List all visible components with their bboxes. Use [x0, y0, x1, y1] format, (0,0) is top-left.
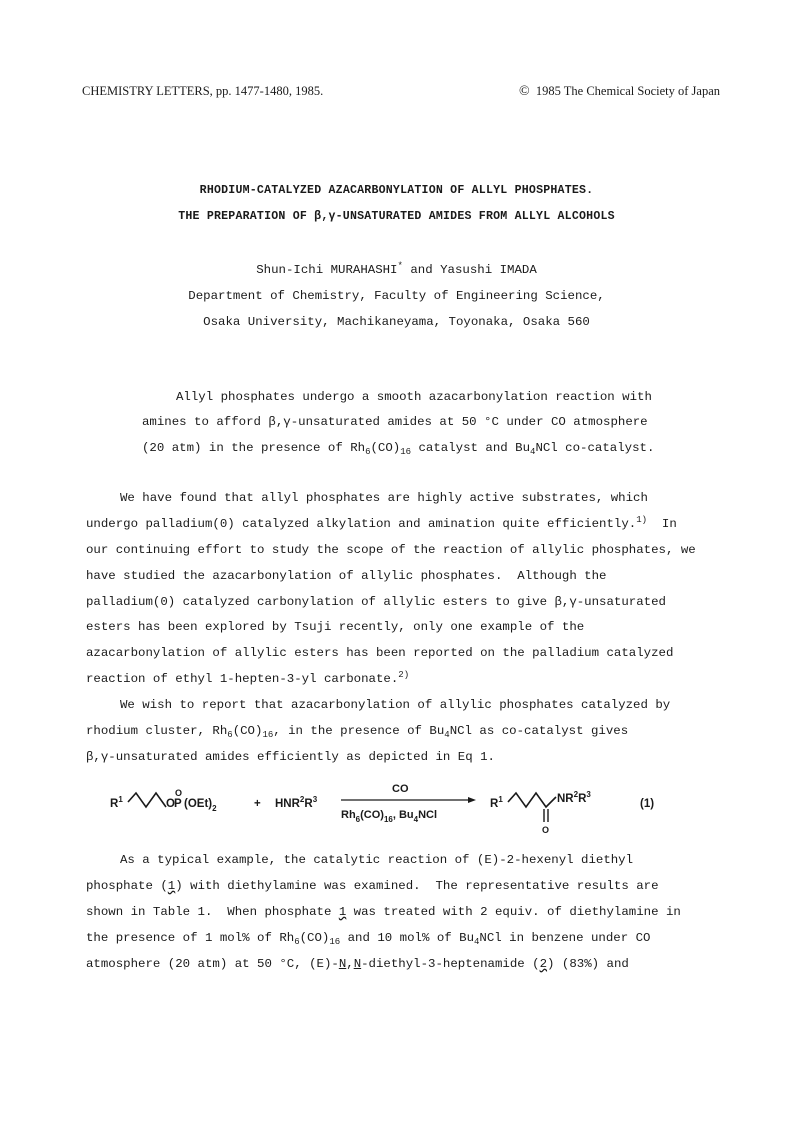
affiliation-line-2: Osaka University, Machikaneyama, Toyonaka, Osaka 560: [203, 315, 590, 329]
author-line: [0, 262, 793, 278]
body-text: the presence of 1 mol% of Rh: [86, 931, 295, 945]
arrow-catalyst: $Rh_6(CO)_{16}$, $Bu_4NCl$: [341, 809, 438, 824]
abstract-line-1: Allyl phosphates undergo a smooth azacarbonylation reaction with: [176, 390, 652, 404]
body-text: and 10 mol% of Bu: [340, 931, 475, 945]
abstract-text: (CO): [370, 441, 401, 455]
body-line: [86, 878, 659, 894]
subscript: 16: [262, 730, 274, 740]
plus-sign: +: [254, 798, 261, 810]
body-text: phosphate (: [86, 879, 168, 893]
equation-number: (1): [640, 798, 655, 810]
subscript: 4: [474, 937, 480, 947]
corresponding-mark: *: [397, 261, 403, 271]
body-text: (CO): [299, 931, 330, 945]
abstract-line-2: amines to afford β,γ-unsaturated amides at 50 °C under CO atmosphere: [142, 415, 648, 429]
compound-number: 1: [338, 905, 347, 919]
italic-n: N: [353, 957, 362, 971]
subscript: 16: [400, 447, 412, 457]
body-text: NCl in benzene under CO: [479, 931, 651, 945]
subscript: 6: [365, 447, 371, 457]
abstract-line-3: [142, 440, 654, 456]
r1-label: $R^1$: [110, 795, 123, 810]
subscript: 6: [294, 937, 300, 947]
body-text: shown in Table 1. When phosphate: [86, 905, 339, 919]
body-text: was treated with 2 equiv. of diethylamine in: [346, 905, 681, 919]
subscript: 6: [227, 730, 233, 740]
body-line: We wish to report that azacarbonylation of allylic phosphates catalyzed by: [120, 698, 671, 712]
body-line: have studied the azacarbonylation of allylic phosphates. Although the: [86, 569, 607, 583]
paper-title-line-1: RHODIUM-CATALYZED AZACARBONYLATION OF ALLYL PHOSPHATES.: [199, 184, 594, 197]
body-text: (CO): [232, 724, 263, 738]
body-line: [86, 723, 628, 739]
phosphorus-atom: P: [174, 798, 182, 810]
reference-mark: 2): [398, 670, 410, 680]
amide-nitrogen-group: $NR^2R^3$: [557, 790, 591, 805]
body-text: , in the presence of Bu: [273, 724, 445, 738]
body-line: We have found that allyl phosphates are highly active substrates, which: [120, 491, 648, 505]
ester-oxygen: O: [166, 798, 175, 810]
allyl-chain-bond: [128, 793, 166, 807]
body-line: esters has been explored by Tsuji recently, only one example of the: [86, 620, 585, 634]
arrow-head: [468, 797, 476, 803]
body-line: [86, 956, 629, 972]
body-text: ) with diethylamine was examined. The representative results are: [175, 879, 659, 893]
reaction-scheme: [0, 770, 793, 840]
body-text: undergo palladium(0) catalyzed alkylation and amination quite efficiently.: [86, 517, 637, 531]
body-text: ) (83%) and: [547, 957, 629, 971]
carbonyl-oxygen: O: [542, 825, 550, 835]
body-text: In: [647, 517, 677, 531]
body-line: our continuing effort to study the scope of the reaction of allylic phosphates, we: [86, 543, 696, 557]
product-chain-bond: [508, 793, 556, 807]
body-line: [86, 516, 677, 532]
body-text: -diethyl-3-heptenamide (: [361, 957, 540, 971]
product-r1-label: $R^1$: [490, 795, 503, 810]
subscript: 4: [530, 447, 536, 457]
copyright-text: 1985 The Chemical Society of Japan: [535, 84, 720, 98]
body-line: palladium(0) catalyzed carbonylation of allylic esters to give β,γ-unsaturated: [86, 595, 666, 609]
affiliation-line-1: Department of Chemistry, Faculty of Engineering Science,: [188, 289, 605, 303]
paper-title-line-2: THE PREPARATION OF β,γ-UNSATURATED AMIDES FROM ALLYL ALCOHOLS: [178, 210, 615, 223]
author-conjunction: and: [402, 263, 441, 277]
body-text: ,: [346, 957, 354, 971]
body-line: [86, 904, 681, 920]
abstract-text: catalyst and Bu: [411, 441, 531, 455]
body-line: [86, 671, 409, 687]
author-2: Yasushi IMADA: [440, 263, 537, 277]
journal-citation: CHEMISTRY LETTERS, pp. 1477-1480, 1985.: [82, 84, 324, 98]
body-text: reaction of ethyl 1-hepten-3-yl carbonate.: [86, 672, 399, 686]
subscript: 4: [444, 730, 450, 740]
abstract-text: NCl co-catalyst.: [535, 441, 655, 455]
copyright-notice: [519, 84, 720, 100]
compound-number: 1: [167, 879, 176, 893]
subscript: 16: [329, 937, 341, 947]
phosphoryl-oxygen: O: [175, 788, 183, 798]
body-text: NCl as co-catalyst gives: [449, 724, 629, 738]
italic-n: N: [338, 957, 347, 971]
ethoxy-groups: $(OEt)_2$: [184, 798, 217, 813]
body-line: As a typical example, the catalytic reaction of (E)-2-hexenyl diethyl: [120, 853, 634, 867]
amine-reagent: $HNR^2R^3$: [275, 795, 318, 810]
body-line: azacarbonylation of allylic esters has been reported on the palladium catalyzed: [86, 646, 674, 660]
body-line: [86, 930, 650, 946]
body-text: atmosphere (20 atm) at 50 °C, (E)-: [86, 957, 339, 971]
author-1: Shun-Ichi MURAHASHI: [256, 263, 398, 277]
copyright-symbol: ©: [519, 84, 530, 99]
body-line: β,γ-unsaturated amides efficiently as depicted in Eq 1.: [86, 750, 495, 764]
body-text: rhodium cluster, Rh: [86, 724, 228, 738]
arrow-reagent-co: CO: [392, 783, 409, 795]
reference-mark: 1): [636, 515, 648, 525]
abstract-text: (20 atm) in the presence of Rh: [142, 441, 366, 455]
compound-number: 2: [539, 957, 548, 971]
